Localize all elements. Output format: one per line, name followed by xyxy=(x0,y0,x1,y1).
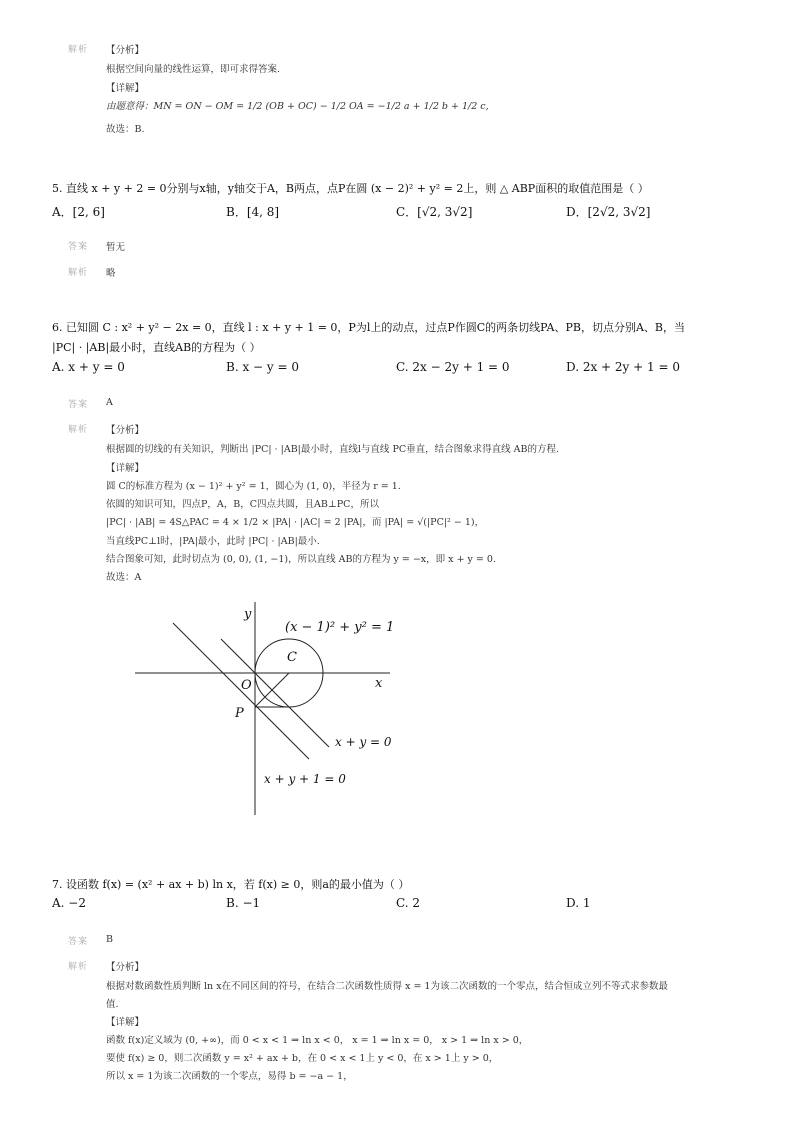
q5-option-c: C．[√2, 3√2] xyxy=(396,205,473,219)
analysis-line: 当直线PC⊥l时，|PA|最小，此时 |PC| · |AB|最小. xyxy=(106,536,320,547)
q6-answer: A xyxy=(106,397,113,408)
analysis-tag: 解析 xyxy=(68,45,89,55)
analysis-line: 根据空间向量的线性运算，即可求得答案. xyxy=(106,64,281,75)
analysis-line: 【分析】 xyxy=(106,425,145,436)
question-7-stem: 7. 设函数 f(x) = (x² + ax + b) ln x，若 f(x) ≥ 0，则a的最小值为（ ） xyxy=(52,878,410,891)
analysis-line: 故选：B. xyxy=(106,124,145,135)
q7-option-d: D. 1 xyxy=(566,896,591,910)
analysis-line: 【分析】 xyxy=(106,45,145,56)
analysis-line: 根据圆的切线的有关知识，判断出 |PC| · |AB|最小时，直线l与直线 PC垂直，结合图象求得直线 AB的方程. xyxy=(106,444,559,455)
q7-option-b: B. −1 xyxy=(226,896,261,910)
question-5-stem: 5. 直线 x + y + 2 = 0分别与x轴，y轴交于A，B两点，点P在圆 (x − 2)² + y² = 2上，则 △ ABP面积的取值范围是（ ） xyxy=(52,182,649,195)
analysis-line: 根据对数函数性质判断 ln x在不同区间的符号，在结合二次函数性质得 x = 1为该二次函数的一个零点，结合恒成立列不等式求参数最 xyxy=(106,981,668,992)
question-6-stem: 6. 已知圆 C : x² + y² − 2x = 0，直线 l : x + y + 1 = 0，P为l上的动点，过点P作圆C的两条切线PA、PB，切点分别A、B，当 xyxy=(52,321,686,334)
analysis-line: 要使 f(x) ≥ 0，则二次函数 y = x² + ax + b，在 0 < x < 1上 y < 0，在 x > 1上 y > 0， xyxy=(106,1053,499,1064)
analysis-line: |PC| · |AB| = 4S△PAC = 4 × 1/2 × |PA| · |AC| = 2 |PA|，而 |PA| = √(|PC|² − 1)， xyxy=(106,517,485,528)
q5-analysis: 略 xyxy=(106,268,116,279)
q5-option-d: D．[2√2, 3√2] xyxy=(566,205,651,219)
q5-option-b: B．[4, 8] xyxy=(226,205,280,219)
q6-figure xyxy=(135,600,395,820)
q6-option-a: A. x + y = 0 xyxy=(52,360,125,374)
analysis-line: 【详解】 xyxy=(106,83,145,94)
analysis-line: 所以 x = 1为该二次函数的一个零点，易得 b = −a − 1， xyxy=(106,1071,353,1082)
analysis-line: 【分析】 xyxy=(106,962,145,973)
analysis-line: 值. xyxy=(106,999,119,1010)
analysis-line: 结合图象可知，此时切点为 (0, 0), (1, −1)，所以直线 AB的方程为 y = −x，即 x + y = 0. xyxy=(106,554,496,565)
analysis-formula: 由题意得：MN = ON − OM = 1/2 (OB + OC) − 1/2 OA = −1/2 a + 1/2 b + 1/2 c, xyxy=(106,101,489,112)
analysis-line: 圆 C的标准方程为 (x − 1)² + y² = 1，圆心为 (1, 0)，半径为 r = 1. xyxy=(106,481,401,492)
y-axis-label: y xyxy=(244,607,252,622)
origin-o-label: O xyxy=(241,678,252,693)
circle-equation-label: (x − 1)² + y² = 1 xyxy=(285,620,395,635)
q5-option-a: A．[2, 6] xyxy=(52,205,105,219)
question-6-stem-cont: |PC| · |AB|最小时，直线AB的方程为（ ） xyxy=(52,341,261,354)
q7-option-c: C. 2 xyxy=(396,896,421,910)
x-axis-label: x xyxy=(375,676,383,691)
line-x-plus-y-0 xyxy=(221,639,329,747)
analysis-line: 依圆的知识可知，四点P，A，B，C四点共圆，且AB⊥PC，所以 xyxy=(106,499,379,510)
answer-tag: 答案 xyxy=(68,937,89,947)
line1-label: x + y = 0 xyxy=(335,735,392,749)
q5-answer: 暂无 xyxy=(106,242,126,253)
q6-option-d: D. 2x + 2y + 1 = 0 xyxy=(566,360,680,374)
analysis-tag: 解析 xyxy=(68,268,89,278)
analysis-line: 【详解】 xyxy=(106,463,145,474)
analysis-line: 故选：A xyxy=(106,572,142,583)
line2-label: x + y + 1 = 0 xyxy=(264,772,346,786)
answer-tag: 答案 xyxy=(68,242,89,252)
analysis-tag: 解析 xyxy=(68,425,89,435)
answer-tag: 答案 xyxy=(68,400,89,410)
analysis-tag: 解析 xyxy=(68,962,89,972)
analysis-line: 函数 f(x)定义域为 (0, +∞)，而 0 < x < 1 ⇒ ln x < 0， x = 1 ⇒ ln x = 0， x > 1 ⇒ ln x > 0， xyxy=(106,1035,529,1046)
q7-answer: B xyxy=(106,934,113,945)
center-c-label: C xyxy=(287,650,297,665)
q6-option-b: B. x − y = 0 xyxy=(226,360,299,374)
q6-option-c: C. 2x − 2y + 1 = 0 xyxy=(396,360,510,374)
analysis-line: 【详解】 xyxy=(106,1017,145,1028)
point-p-label: P xyxy=(235,706,244,721)
q7-option-a: A. −2 xyxy=(52,896,86,910)
